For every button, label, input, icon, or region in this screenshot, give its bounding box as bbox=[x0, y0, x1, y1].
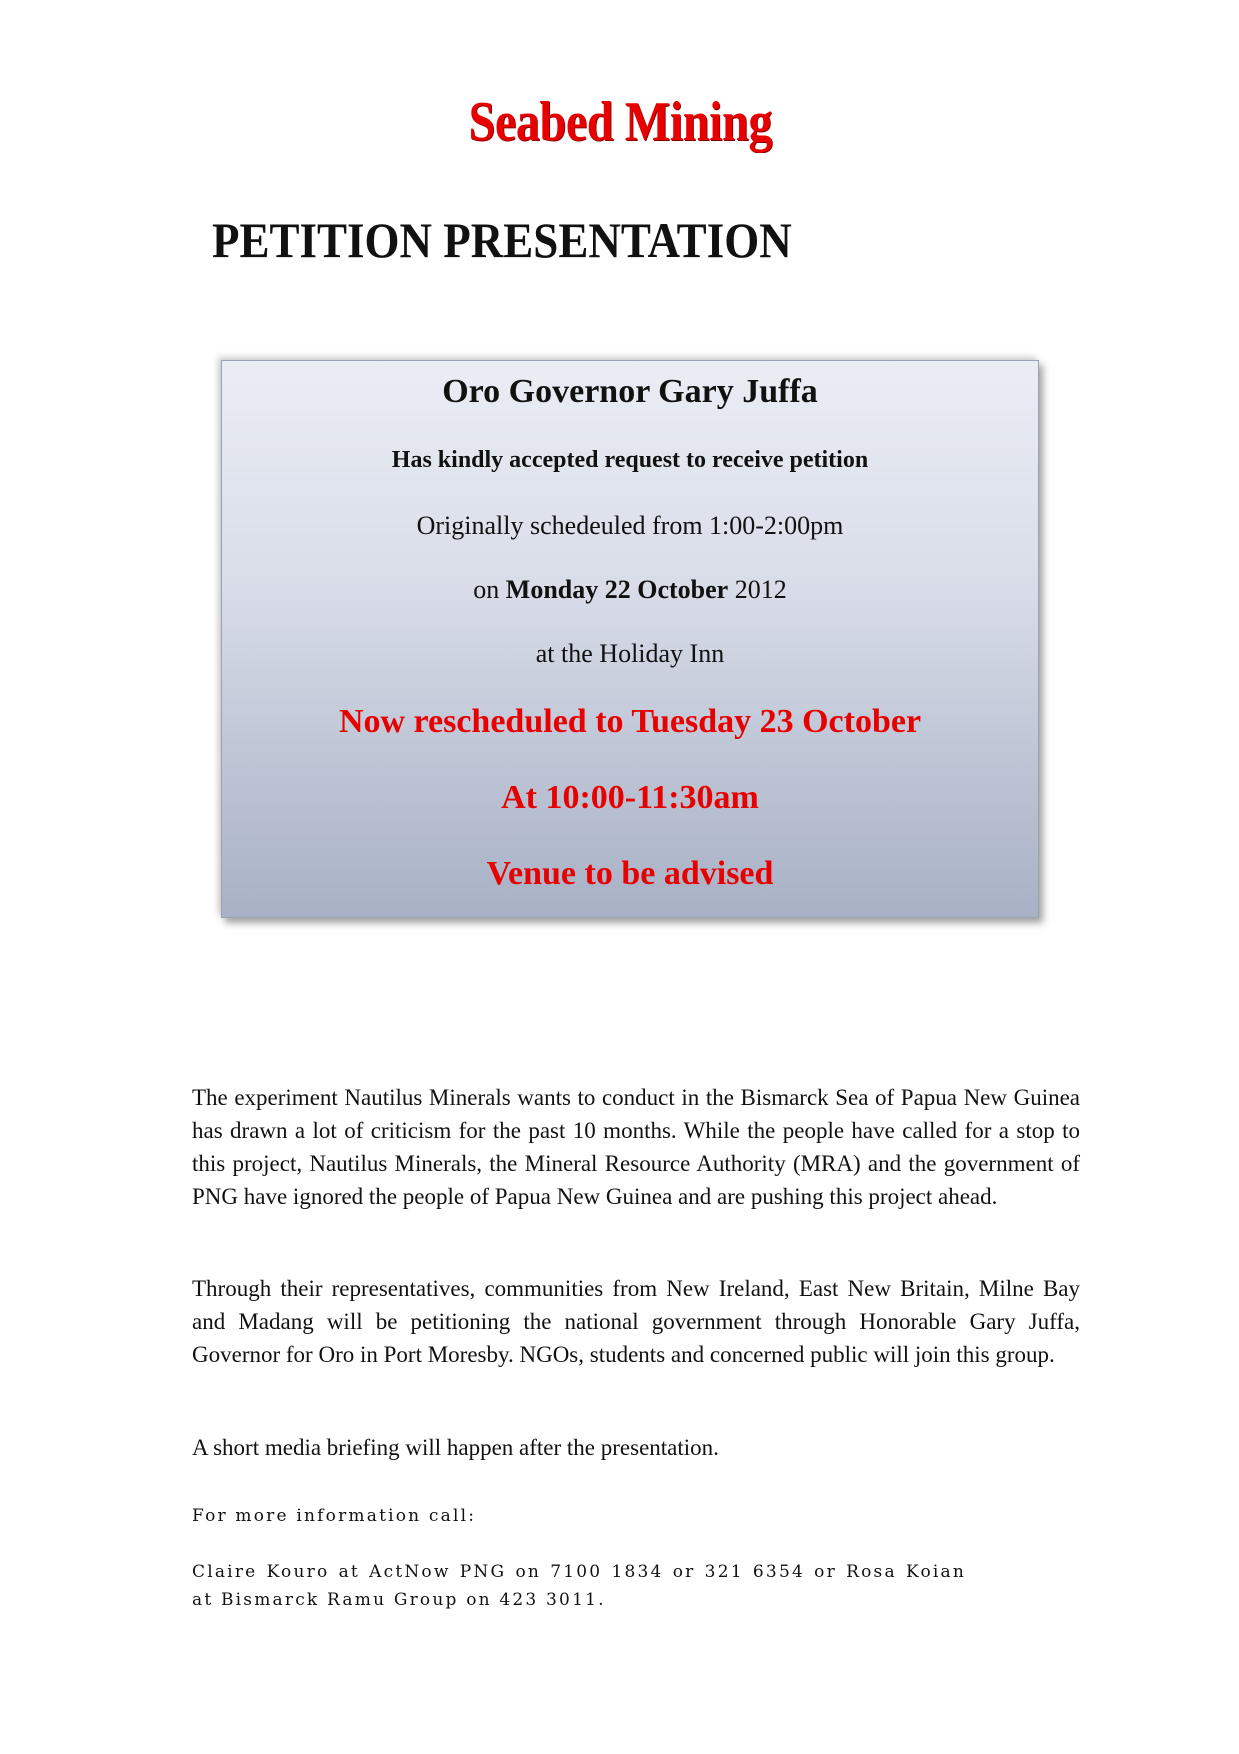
date-bold: Monday 22 October bbox=[505, 575, 729, 604]
contact-details: Claire Kouro at ActNow PNG on 7100 1834 or 321 6354 or Rosa Koian at Bismarck Ramu Group on 423 3011. bbox=[192, 1562, 966, 1610]
original-schedule: Originally schedeuled from 1:00-2:00pm bbox=[416, 511, 844, 540]
original-date bbox=[222, 575, 1038, 605]
original-venue: at the Holiday Inn bbox=[535, 639, 725, 668]
document-subtitle: PETITION PRESENTATION bbox=[212, 212, 792, 268]
rescheduled-notice: Now rescheduled to Tuesday 23 October bbox=[338, 703, 922, 740]
date-prefix: on bbox=[473, 575, 506, 604]
contact-heading: For more information call: bbox=[192, 1506, 477, 1526]
acceptance-line: Has kindly accepted request to receive petition bbox=[391, 447, 869, 473]
document-title: Seabed Mining bbox=[468, 91, 773, 153]
new-time: At 10:00-11:30am bbox=[501, 779, 759, 816]
date-suffix: 2012 bbox=[728, 575, 787, 604]
body-paragraph: Through their representatives, communities from New Ireland, East New Britain, Milne Bay and Madang will be petitioning the national government through Honorable Gary Juffa, Governor for Oro in Port Moresby. NGOs, students and concerned public will join this group. bbox=[192, 1276, 1080, 1367]
new-venue: Venue to be advised bbox=[486, 855, 774, 892]
governor-name: Oro Governor Gary Juffa bbox=[442, 373, 818, 410]
announcement-box bbox=[221, 360, 1039, 918]
body-paragraph: The experiment Nautilus Minerals wants to conduct in the Bismarck Sea of Papua New Guinea has drawn a lot of criticism for the past 10 months. While the people have called for a stop to this project, Nautilus Minerals, the Mineral Resource Authority (MRA) and the government of PNG have ignored the people of Papua New Guinea and are pushing this project ahead. bbox=[192, 1085, 1080, 1209]
body-paragraph: A short media briefing will happen after the presentation. bbox=[192, 1435, 719, 1460]
